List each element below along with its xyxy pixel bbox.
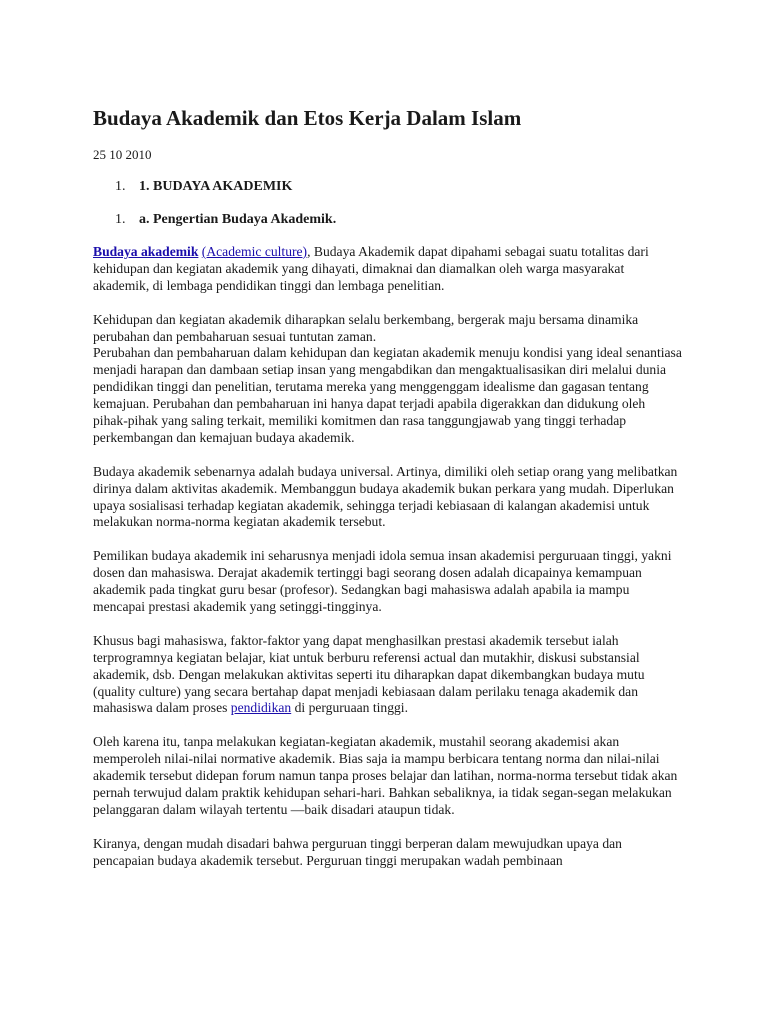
list-item-budaya-akademik <box>115 178 292 196</box>
paragraph-6-text: Khusus bagi mahasiswa, faktor-faktor yang dapat menghasilkan prestasi akademik tersebut ialah terprogramnya kegiatan belajar, kiat untuk berburu referensi actual dan mutakhir, diskusi substansial akademik, dsb. Dengan melakukan aktivitas seperti itu diharapkan dapat dikembangkan budaya mutu (quality culture) yang secara bertahap dapat menjadi kebiasaan dalam perilaku tenaga akademik dan mahasiswa dalam proses <box>93 632 645 716</box>
paragraph-7: Oleh karena itu, tanpa melakukan kegiatan-kegiatan akademik, mustahil seorang akademisi akan memperoleh nilai-nilai normative akademik. Bias saja ia mampu berbicara tentang norma dan nilai-nilai akademik tersebut didepan forum namun tanpa proses belajar dan latihan, norma-norma tersebut tidak akan pernah terwujud dalam praktik kehidupan sehari-hari. Bahkan sebaliknya, ia tidak segan-segan melakukan pelanggaran dalam wilayah tertentu —baik disadari ataupun tidak. <box>93 734 678 817</box>
article-date: 25 10 2010 <box>93 147 152 162</box>
list-number: 1. <box>115 212 126 227</box>
paragraph-1-text: , Budaya Akademik dapat dipahami sebagai suatu totalitas dari kehidupan dan kegiatan akademik yang dihayati, dimaknai dan diamalkan oleh warga masyarakat akademik, di lembaga pendidikan tinggi dan lembaga penelitian. <box>93 244 649 293</box>
paragraph-6 <box>93 633 683 718</box>
list-item-pengertian <box>115 211 336 229</box>
article-body <box>93 244 683 869</box>
paragraph-8: Kiranya, dengan mudah disadari bahwa perguruan tinggi berperan dalam mewujudkan upaya dan pencapaian budaya akademik tersebut. Perguruan tinggi merupakan wadah pembinaan <box>93 835 622 868</box>
paragraph-1 <box>93 244 683 295</box>
paragraph-5: Pemilikan budaya akademik ini seharusnya menjadi idola semua insan akademisi perguruaan tinggi, yakni dosen dan mahasiswa. Derajat akademik tertinggi bagi seorang dosen adalah dicapainya kemampuan akademik pada tingkat guru besar (profesor). Sedangkan bagi mahasiswa adalah apabila ia mampu mencapai prestasi akademik yang setinggi-tingginya. <box>93 548 672 614</box>
academic-culture-link[interactable]: (Academic culture) <box>201 244 308 259</box>
paragraph-6-end: di perguruaan tinggi. <box>291 700 408 716</box>
pendidikan-link[interactable]: pendidikan <box>230 700 292 716</box>
budaya-akademik-link[interactable]: Budaya akademik <box>93 244 199 259</box>
list-text: 1. BUDAYA AKADEMIK <box>139 179 293 194</box>
paragraph-4: Budaya akademik sebenarnya adalah budaya universal. Artinya, dimiliki oleh setiap orang yang melibatkan dirinya dalam aktivitas akademik. Membanggun budaya akademik bukan perkara yang mudah. Diperlukan upaya sosialisasi terhadap kegiatan akademik, sehingga terjadi kebiasaan di kalangan akademisi untuk melakukan norma-norma kegiatan akademik tersebut. <box>93 463 678 530</box>
article-title: Budaya Akademik dan Etos Kerja Dalam Islam <box>93 106 522 130</box>
paragraph-3: Perubahan dan pembaharuan dalam kehidupan dan kegiatan akademik menuju kondisi yang ideal senantiasa menjadi harapan dan dambaan setiap insan yang mengabdikan dan mengaktualisasikan diri melalui dunia pendidikan tinggi dan penelitian, terutama mereka yang menggenggam idealisme dan gagasan tentang kemajuan. Perubahan dan pembaharuan ini hanya dapat terjadi apabila digerakkan dan didukung oleh pihak-pihak yang saling terkait, memiliki komitmen dan rasa tanggungjawab yang tinggi terhadap perkembangan dan kemajuan budaya akademik. <box>93 345 682 445</box>
paragraph-2: Kehidupan dan kegiatan akademik diharapkan selalu berkembang, bergerak maju bersama dinamika perubahan dan pembaharuan sesuai tuntutan zaman. <box>93 311 639 344</box>
list-number: 1. <box>115 179 126 194</box>
list-text: a. Pengertian Budaya Akademik. <box>139 212 337 227</box>
